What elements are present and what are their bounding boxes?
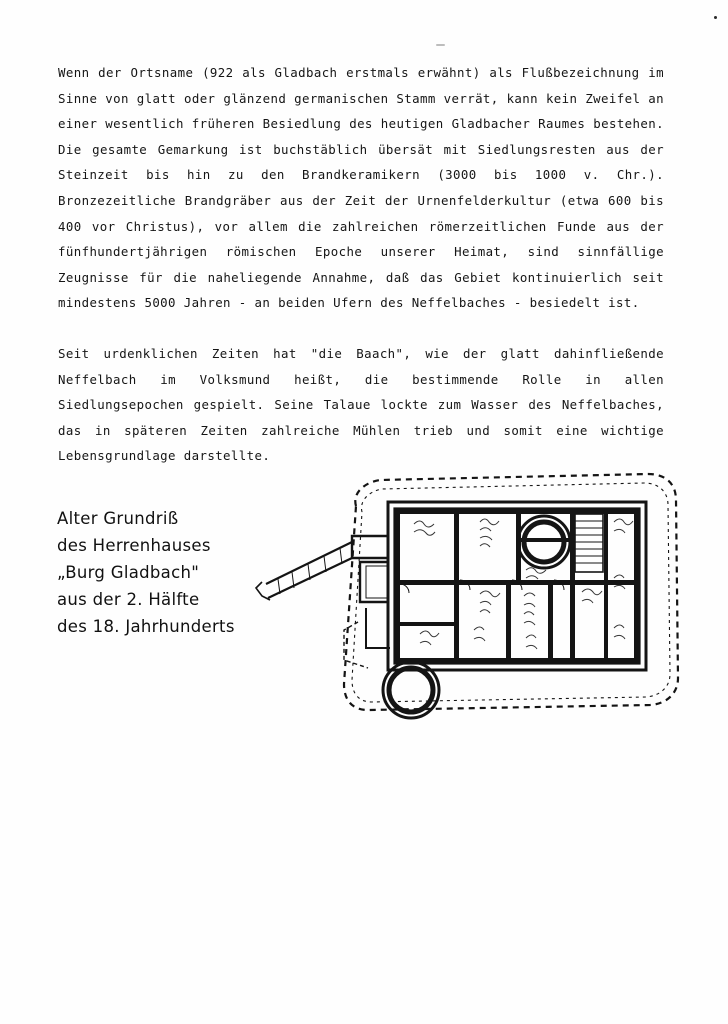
page-smudge — [436, 44, 445, 46]
page-speck — [714, 16, 717, 19]
body-text — [58, 60, 664, 469]
caption-line-1: Alter Grundriß — [57, 509, 179, 528]
historic-floor-plan-drawing — [248, 462, 698, 752]
caption-line-4: aus der 2. Hälfte — [57, 590, 200, 609]
caption-line-3: „Burg Gladbach" — [57, 563, 200, 582]
paragraph-1: Wenn der Ortsname (922 als Gladbach erstmals erwähnt) als Flußbezeichnung im Sinne von glatt oder glänzend germanischen Stamm verrät, kann kein Zweifel an einer wesentlich früheren Besiedlung des heutigen Gladbacher Raumes bestehen. Die gesamte Gemarkung ist buchstäblich übersät mit Siedlungsresten aus der Steinzeit bis hin zu den Brandkeramikern (3000 bis 1000 v. Chr.). Bronzezeitliche Brandgräber aus der Zeit der Urnenfelderkultur (etwa 600 bis 400 vor Christus), vor allem die zahlreichen römerzeitlichen Funde aus der fünfhundertjährigen römischen Epoche unserer Heimat, sind sinnfällige Zeugnisse für die naheliegende Annahme, daß das Gebiet kontinuierlich seit mindestens 5000 Jahren - an beiden Ufern des Neffelbaches - besiedelt ist. — [58, 65, 664, 311]
caption-line-2: des Herrenhauses — [57, 536, 211, 555]
caption-line-5: des 18. Jahrhunderts — [57, 617, 235, 636]
paragraph-2: Seit urdenklichen Zeiten hat "die Baach", wie der glatt dahinfließende Neffelbach im Volksmund heißt, die bestimmende Rolle in allen Siedlungsepochen gespielt. Seine Talaue lockte zum Wasser des Neffelbaches, das in späteren Zeiten zahlreiche Mühlen trieb und somit eine wichtige Lebensgrundlage darstellte. — [58, 345, 664, 464]
